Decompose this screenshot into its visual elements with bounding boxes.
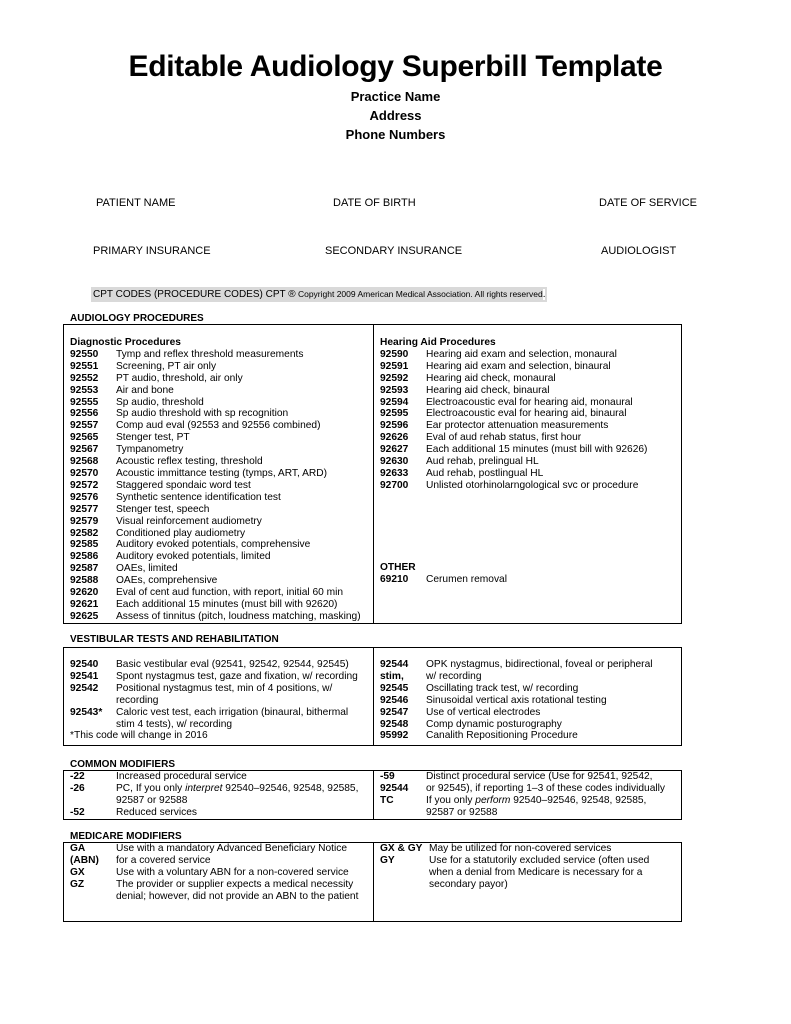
diagnostic-procedures-heading: Diagnostic Procedures [70, 337, 181, 348]
vestibular-right-column [380, 659, 680, 742]
code-row [380, 361, 680, 373]
practice-name: Practice Name [350, 89, 441, 104]
row-description: Acoustic immittance testing (tymps, ART, ARD) [116, 467, 327, 479]
row-code: 92551 [70, 360, 99, 372]
row-description: Hearing aid exam and selection, monaural [426, 348, 617, 360]
row-code: 92547 [380, 706, 409, 718]
row-code: 92620 [70, 587, 99, 599]
code-row [70, 891, 375, 903]
code-row [70, 707, 375, 719]
row-code: 92626 [380, 432, 409, 444]
code-row [380, 397, 680, 409]
row-description: Conditioned play audiometry [116, 527, 246, 539]
row-description: Canalith Repositioning Procedure [426, 730, 578, 742]
code-row [380, 843, 680, 855]
row-description: Aud rehab, postlingual HL [426, 467, 544, 479]
code-row [380, 659, 680, 671]
code-row [380, 879, 680, 891]
code-row [70, 408, 375, 420]
row-code: TC [380, 794, 394, 806]
row-code: 92548 [380, 718, 409, 730]
code-row [70, 516, 375, 528]
row-description: May be utilized for non-covered services [429, 843, 612, 854]
row-description: Screening, PT air only [116, 360, 217, 372]
row-code: 92579 [70, 515, 99, 527]
row-description: Spont nystagmus test, gaze and fixation, w/ recording [116, 670, 358, 682]
code-row [70, 504, 375, 516]
row-code: 92592 [380, 372, 409, 384]
row-code [380, 867, 429, 879]
row-code [70, 719, 116, 731]
vestibular-heading: VESTIBULAR TESTS AND REHABILITATION [70, 634, 279, 645]
row-description: OAEs, comprehensive [116, 575, 218, 587]
date-of-birth-field[interactable]: DATE OF BIRTH [333, 197, 416, 209]
row-code [70, 695, 116, 707]
medicare-modifiers-left-column [70, 843, 375, 903]
code-row [380, 420, 680, 432]
row-description: 92587 or 92588 [426, 806, 498, 818]
code-row [70, 480, 375, 492]
row-description: Hearing aid check, monaural [426, 372, 556, 384]
code-row [70, 855, 375, 867]
row-description: w/ recording [426, 670, 482, 682]
row-description: Comp dynamic posturography [426, 718, 562, 730]
row-code: 92540 [70, 659, 99, 670]
code-row [380, 456, 680, 468]
row-description: OAEs, limited [116, 563, 178, 575]
row-description: Each additional 15 minutes (must bill with 92620) [116, 598, 338, 610]
other-procedures-list [380, 574, 680, 586]
row-description: Synthetic sentence identification test [116, 491, 281, 503]
practice-address: Address [369, 108, 422, 123]
code-row [70, 671, 375, 683]
row-description: Sp audio threshold with sp recognition [116, 408, 289, 420]
row-code: 92576 [70, 491, 99, 503]
medicare-modifiers-heading: MEDICARE MODIFIERS [70, 831, 182, 842]
code-row [70, 528, 375, 540]
code-row [70, 587, 375, 599]
common-modifiers-right-column [380, 771, 680, 819]
row-code [70, 795, 116, 807]
other-procedures-heading: OTHER [380, 562, 416, 573]
row-description: Comp aud eval (92553 and 92556 combined) [116, 420, 321, 432]
code-row [70, 492, 375, 504]
row-code: 92565 [70, 432, 99, 444]
code-row [380, 574, 680, 586]
row-description: or 92545), if reporting 1–3 of these codes individually [426, 782, 665, 794]
row-description: Ear protector attenuation measurements [426, 420, 609, 432]
code-row [70, 599, 375, 611]
code-row [70, 420, 375, 432]
row-code: 92582 [70, 527, 99, 539]
row-description: Hearing aid check, binaural [426, 384, 550, 396]
code-row [70, 771, 375, 783]
row-code: 92700 [380, 479, 409, 491]
row-code: 92591 [380, 360, 409, 372]
vestibular-note: *This code will change in 2016 [70, 730, 208, 742]
row-description: 92587 or 92588 [116, 794, 188, 806]
common-modifiers-left-list [70, 771, 375, 819]
row-description: Use for a statutorily excluded service (often used [429, 854, 650, 866]
row-code: 92553 [70, 384, 99, 396]
row-code: 95992 [380, 730, 409, 742]
row-code: 92627 [380, 444, 409, 456]
code-row [380, 807, 680, 819]
row-description: Air and bone [116, 384, 174, 396]
row-description: Electroacoustic eval for hearing aid, monaural [426, 396, 633, 408]
row-code: -52 [70, 806, 85, 818]
code-row [70, 349, 375, 361]
row-code: -22 [70, 771, 85, 782]
row-description: Use with a voluntary ABN for a non-covered service [116, 866, 349, 878]
hearing-aid-procedures-column [380, 337, 680, 492]
row-code: 92568 [70, 456, 99, 468]
row-description: recording [116, 694, 159, 706]
row-code: 92572 [70, 479, 99, 491]
code-row [70, 683, 375, 695]
cpt-copyright-notice [91, 287, 547, 302]
row-description: Visual reinforcement audiometry [116, 515, 262, 527]
row-code [380, 879, 429, 891]
row-description: Staggered spondaic word test [116, 479, 251, 491]
row-description: stim 4 tests), w/ recording [116, 718, 233, 730]
row-code: GA [70, 843, 86, 854]
vestibular-left-column [70, 659, 375, 742]
row-code [380, 807, 426, 819]
code-row [380, 719, 680, 731]
row-code: 92585 [70, 539, 99, 551]
common-modifiers-heading: COMMON MODIFIERS [70, 759, 175, 770]
code-row [380, 385, 680, 397]
row-code: 69210 [380, 573, 409, 585]
row-description-end: 92540–92546, 92548, 92585, [510, 794, 647, 806]
row-code: 92630 [380, 456, 409, 468]
row-description: Reduced services [116, 806, 197, 818]
code-row [70, 795, 375, 807]
row-description-start: PC, If you only [116, 782, 186, 794]
code-row [70, 563, 375, 575]
vestibular-right-list [380, 659, 680, 742]
common-modifiers-right-list [380, 771, 680, 819]
code-row [380, 468, 680, 480]
code-row [70, 444, 375, 456]
row-code: 92596 [380, 420, 409, 432]
code-row [70, 539, 375, 551]
row-description: Basic vestibular eval (92541, 92542, 92544, 92545) [116, 659, 349, 670]
code-row [70, 695, 375, 707]
row-code: GZ [70, 878, 85, 890]
code-row [380, 480, 680, 492]
row-description: Assess of tinnitus (pitch, loudness matching, masking) [116, 610, 361, 622]
row-code: 92595 [380, 408, 409, 420]
row-code: 92543* [70, 706, 103, 718]
row-code [70, 891, 116, 903]
row-code: 92567 [70, 444, 99, 456]
diagnostic-procedures-list [70, 349, 375, 623]
row-code: 92625 [70, 610, 99, 622]
code-row [70, 397, 375, 409]
row-code: 92587 [70, 563, 99, 575]
medicare-modifiers-right-column [380, 843, 680, 891]
row-code: 92552 [70, 372, 99, 384]
row-description: Stenger test, PT [116, 432, 190, 444]
code-row [70, 879, 375, 891]
row-code: 92621 [70, 598, 99, 610]
hearing-aid-procedures-heading: Hearing Aid Procedures [380, 337, 496, 348]
code-row [70, 432, 375, 444]
code-row [70, 843, 375, 855]
code-row [380, 683, 680, 695]
vestibular-left-list [70, 659, 375, 730]
row-code: 92542 [70, 682, 99, 694]
row-description: Unlisted otorhinolarngological svc or procedure [426, 479, 639, 491]
row-code: stim, [380, 670, 404, 682]
code-row [380, 671, 680, 683]
medicare-modifiers-right-list [380, 843, 680, 891]
row-code: 92546 [380, 694, 409, 706]
row-code: 92590 [380, 348, 409, 360]
row-description [116, 783, 358, 795]
secondary-insurance-field[interactable]: SECONDARY INSURANCE [325, 245, 463, 257]
code-row [380, 795, 680, 807]
page-title: Editable Audiology Superbill Template [128, 50, 663, 83]
row-code: 92586 [70, 551, 99, 563]
cpt-prefix: CPT CODES (PROCEDURE CODES) CPT [93, 289, 289, 300]
other-procedures-column [380, 562, 680, 586]
row-code: 92633 [380, 467, 409, 479]
row-description: Auditory evoked potentials, comprehensive [116, 539, 311, 551]
row-code: 92557 [70, 420, 99, 432]
row-description: Eval of cent aud function, with report, initial 60 min [116, 587, 344, 599]
code-row [380, 432, 680, 444]
code-row [380, 349, 680, 361]
row-code: -26 [70, 782, 85, 794]
code-row [70, 575, 375, 587]
cpt-period: . [542, 289, 546, 300]
code-row [380, 855, 680, 867]
code-row [70, 456, 375, 468]
medicare-modifiers-left-list [70, 843, 375, 903]
row-description: Electroacoustic eval for hearing aid, binaural [426, 408, 627, 420]
code-row [70, 867, 375, 879]
row-code: 92588 [70, 575, 99, 587]
row-description: Caloric vest test, each irrigation (binaural, bithermal [116, 706, 349, 718]
row-code: 92550 [70, 348, 99, 360]
row-description-emphasis: perform [475, 794, 511, 806]
row-code: 92555 [70, 396, 99, 408]
row-description: Use with a mandatory Advanced Beneficiary Notice [116, 843, 348, 854]
row-code: 92594 [380, 396, 409, 408]
row-description: Eval of aud rehab status, first hour [426, 432, 582, 444]
row-code: 92544 [380, 659, 409, 670]
code-row [380, 730, 680, 742]
row-code: 92577 [70, 503, 99, 515]
code-row [70, 373, 375, 385]
row-description: Acoustic reflex testing, threshold [116, 456, 263, 468]
row-description: Stenger test, speech [116, 503, 210, 515]
row-code: 92556 [70, 408, 99, 420]
row-description-start: If you only [426, 794, 476, 806]
row-description: Oscillating track test, w/ recording [426, 682, 579, 694]
row-description: Hearing aid exam and selection, binaural [426, 360, 611, 372]
row-description: The provider or supplier expects a medical necessity [116, 878, 354, 890]
code-row [380, 771, 680, 783]
row-code: 92544 [380, 782, 409, 794]
code-row [70, 611, 375, 623]
row-description: Increased procedural service [116, 771, 247, 782]
cpt-copyright-text: Copyright 2009 American Medical Association. All rights reserved [295, 289, 543, 299]
diagnostic-procedures-column [70, 337, 375, 623]
practice-phone: Phone Numbers [345, 127, 446, 142]
audiology-procedures-heading: AUDIOLOGY PROCEDURES [70, 313, 204, 324]
primary-insurance-field[interactable]: PRIMARY INSURANCE [93, 245, 211, 257]
row-description: for a covered service [116, 854, 211, 866]
code-row [380, 373, 680, 385]
code-row [380, 444, 680, 456]
row-code: GX & GY [380, 843, 423, 854]
row-description: denial; however, did not provide an ABN to the patient [116, 890, 359, 902]
row-description: Positional nystagmus test, min of 4 positions, w/ [116, 682, 333, 694]
row-description [426, 795, 646, 807]
row-code: -59 [380, 771, 395, 782]
patient-name-field[interactable]: PATIENT NAME [96, 197, 176, 209]
audiologist-field[interactable]: AUDIOLOGIST [601, 245, 677, 257]
row-code: GX [70, 866, 85, 878]
code-row [70, 361, 375, 373]
code-row [70, 551, 375, 563]
row-description: Tymp and reflex threshold measurements [116, 348, 304, 360]
row-description: Cerumen removal [426, 573, 507, 585]
row-code: (ABN) [70, 854, 99, 866]
code-row [70, 659, 375, 671]
row-description: Aud rehab, prelingual HL [426, 456, 539, 468]
hearing-aid-procedures-list [380, 349, 680, 492]
row-code: 92593 [380, 384, 409, 396]
row-description: Sinusoidal vertical axis rotational testing [426, 694, 607, 706]
code-row [380, 707, 680, 719]
row-description: Each additional 15 minutes (must bill with 92626) [426, 444, 648, 456]
row-description-emphasis: interpret [185, 782, 223, 794]
row-description: OPK nystagmus, bidirectional, foveal or peripheral [426, 659, 653, 670]
row-description-end: 92540–92546, 92548, 92585, [222, 782, 359, 794]
code-row [380, 695, 680, 707]
row-description: Tympanometry [116, 444, 184, 456]
row-description: Auditory evoked potentials, limited [116, 551, 271, 563]
row-code: 92545 [380, 682, 409, 694]
registered-mark: ® [288, 289, 296, 300]
date-of-service-field[interactable]: DATE OF SERVICE [599, 197, 698, 209]
code-row [380, 408, 680, 420]
row-description: PT audio, threshold, air only [116, 372, 243, 384]
code-row [70, 807, 375, 819]
row-code: 92570 [70, 467, 99, 479]
row-description: when a denial from Medicare is necessary for a [429, 866, 643, 878]
code-row [70, 783, 375, 795]
row-code: GY [380, 854, 395, 866]
row-code: 92541 [70, 670, 99, 682]
row-description: secondary payor) [429, 878, 508, 890]
code-row [380, 867, 680, 879]
code-row [70, 468, 375, 480]
code-row [380, 783, 680, 795]
code-row [70, 719, 375, 731]
row-description: Distinct procedural service (Use for 92541, 92542, [426, 771, 653, 782]
common-modifiers-left-column [70, 771, 375, 819]
row-description: Sp audio, threshold [116, 396, 204, 408]
row-description: Use of vertical electrodes [426, 706, 541, 718]
code-row [70, 385, 375, 397]
